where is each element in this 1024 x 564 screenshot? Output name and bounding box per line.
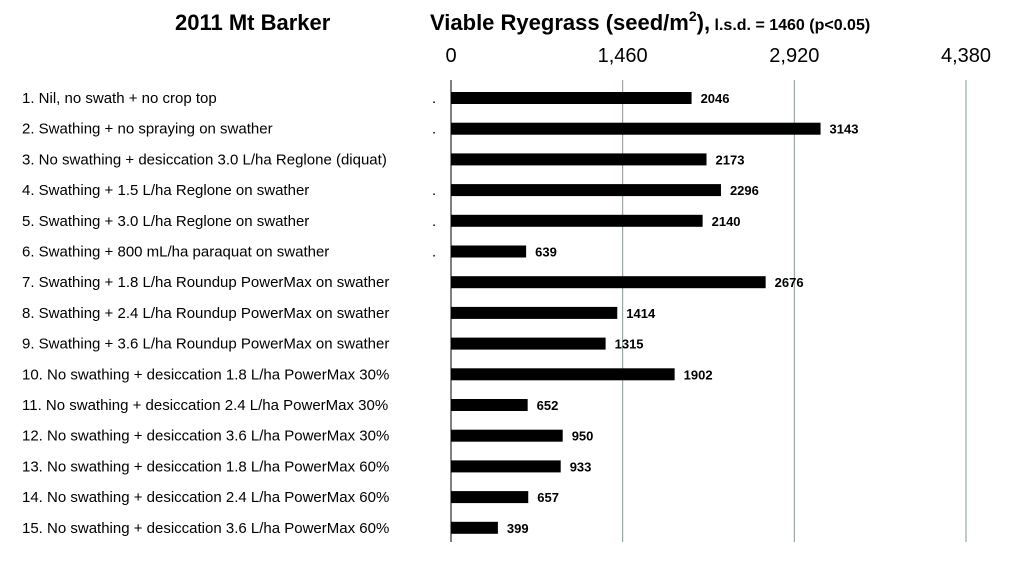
value-label: 2676 (774, 275, 804, 291)
chart-title-lsd: l.s.d. = 1460 (p<0.05) (710, 17, 871, 34)
value-label: 1315 (614, 336, 644, 352)
bar (451, 276, 766, 288)
value-label: 2140 (711, 213, 741, 229)
category-label-dot: . (432, 212, 437, 230)
bar (451, 460, 561, 472)
category-label-dot: . (432, 90, 437, 107)
value-label: 2046 (700, 91, 730, 106)
category-label: 15. No swathing + desiccation 3.6 L/ha PowerMax 60% (22, 519, 390, 537)
category-label: 8. Swathing + 2.4 L/ha Roundup PowerMax on swather (22, 304, 390, 322)
category-label-dot: . (432, 120, 437, 138)
value-label: 1414 (626, 305, 656, 321)
category-label: 11. No swathing + desiccation 2.4 L/ha PowerMax 30% (22, 397, 389, 414)
bar (451, 430, 563, 442)
category-label-dot: . (432, 182, 437, 200)
value-label: 639 (535, 244, 557, 260)
category-label: 9. Swathing + 3.6 L/ha Roundup PowerMax on swather (22, 335, 390, 353)
bar (451, 522, 498, 534)
category-label: 12. No swathing + desiccation 3.6 L/ha PowerMax 30% (22, 427, 390, 445)
value-label: 2296 (729, 183, 759, 199)
x-tick-label: 2,920 (769, 45, 820, 67)
x-axis-ticks (445, 45, 991, 67)
chart-title-superscript: 2 (688, 8, 697, 24)
bar (451, 307, 617, 319)
value-label: 2173 (715, 152, 745, 168)
category-labels (22, 90, 436, 537)
category-label: 3. No swathing + desiccation 3.0 L/ha Reglone (diquat) (22, 151, 387, 169)
category-label: 4. Swathing + 1.5 L/ha Reglone on swather (22, 182, 310, 200)
bar (451, 92, 692, 104)
value-label: 933 (569, 459, 592, 475)
chart-title (430, 8, 870, 35)
category-label: 2. Swathing + no spraying on swather (22, 120, 273, 138)
category-label: 13. No swathing + desiccation 1.8 L/ha PowerMax 60% (22, 458, 390, 476)
value-label: 652 (536, 398, 559, 413)
bar (451, 153, 707, 165)
value-label: 657 (537, 490, 559, 506)
bar (451, 338, 606, 350)
bar (451, 123, 821, 135)
category-label: 5. Swathing + 3.0 L/ha Reglone on swather (22, 212, 310, 230)
bar (451, 491, 528, 503)
x-tick-label: 1,460 (597, 45, 648, 67)
bar (451, 368, 675, 380)
bar (451, 184, 721, 196)
value-label: 399 (506, 520, 529, 536)
bar (451, 246, 526, 258)
x-tick-label: 4,380 (940, 45, 992, 67)
x-tick-label: 0 (445, 45, 457, 67)
chart-title-close: ), (696, 10, 711, 35)
category-label: 10. No swathing + desiccation 1.8 L/ha PowerMax 30% (22, 366, 390, 384)
site-title: 2011 Mt Barker (175, 10, 331, 35)
bar (451, 399, 528, 411)
category-label: 1. Nil, no swath + no crop top (22, 90, 217, 107)
chart-title-main: Viable Ryegrass (seed/m (430, 10, 689, 35)
category-label: 14. No swathing + desiccation 2.4 L/ha PowerMax 60% (22, 489, 390, 507)
category-label-dot: . (432, 243, 437, 261)
value-label: 1902 (683, 367, 713, 383)
bar (451, 215, 703, 227)
category-label: 6. Swathing + 800 mL/ha paraquat on swather (22, 243, 330, 261)
value-label: 950 (571, 428, 594, 444)
value-label: 3143 (829, 121, 859, 137)
category-label: 7. Swathing + 1.8 L/ha Roundup PowerMax on swather (22, 274, 390, 292)
